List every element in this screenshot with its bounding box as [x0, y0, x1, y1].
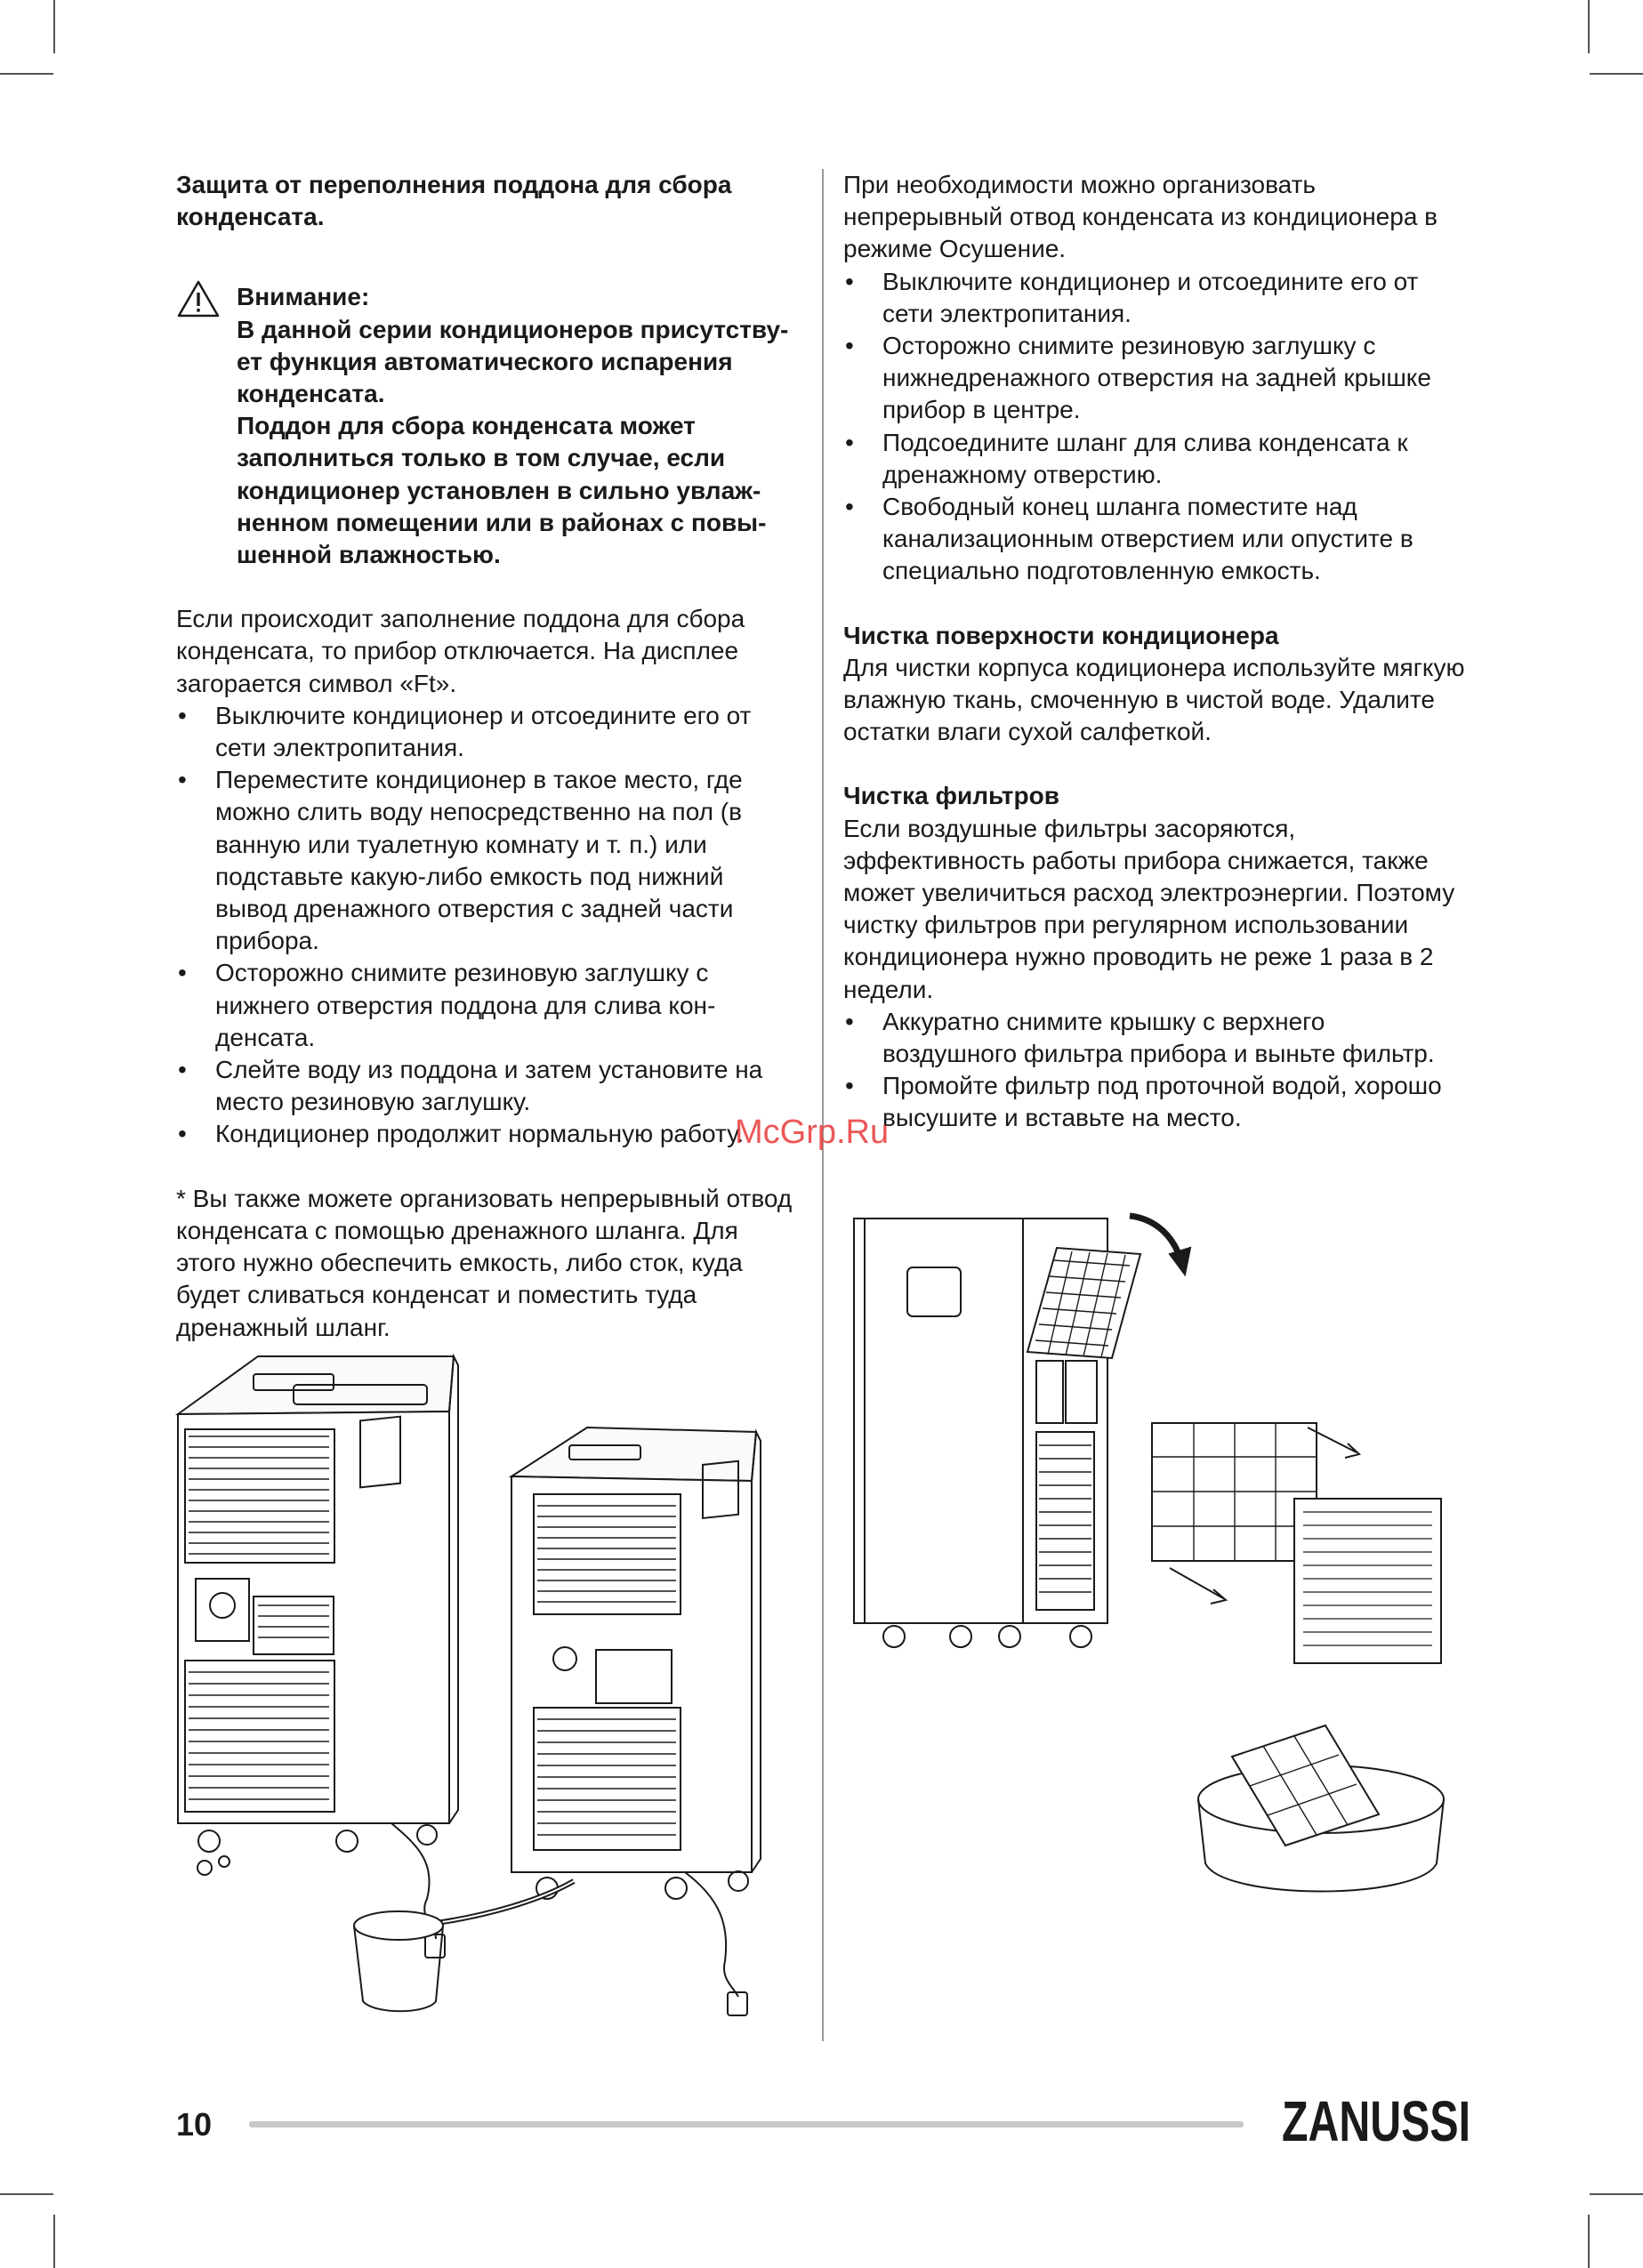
crop-mark [1588, 2215, 1590, 2268]
list-item: • Подсоедините шланг для слива конденсата к дренажному отверстию. [843, 427, 1466, 491]
warning-title: Внимание: [237, 283, 370, 311]
warning-line: Поддон для сбора конденсата может [237, 412, 696, 440]
drain-note: * Вы также можете организовать непрерывный отвод конденсата с помощью дренажного шланга. Для этого нужно обеспечить емкость, либо сток, куда будет сливаться конденсат и поместить туда дренажный шланг. [176, 1184, 793, 1341]
filter-removal-illustration [845, 1205, 1459, 1677]
warning-block [176, 281, 799, 571]
footer-rule [249, 2121, 1244, 2127]
overflow-intro: Если происходит заполнение поддона для сбора конденсата, то прибор отключается. На дисплее загорается символ «Ft». [176, 605, 745, 697]
list-item: • Осторожно снимите резиновую заглушку с нижнедренажного отверстия на задней крышке прибор в центре. [843, 330, 1466, 427]
warning-line: шенной влажностью. [237, 541, 501, 569]
filter-cleaning-heading: Чистка фильтров [843, 782, 1059, 810]
column-divider [822, 169, 824, 2041]
crop-mark [1590, 73, 1643, 75]
filter-cleaning-text: Если воздушные фильтры засоряются, эффективность работы прибора снижается, также может увеличиться расход электроэнергии. Поэтому чистку фильтров при регулярном использовании кондиционера нужно проводить не реже 1 раза в 2 недели. [843, 814, 1455, 1003]
overflow-steps [176, 700, 799, 1151]
surface-cleaning-heading: Чистка поверхности кондиционера [843, 621, 1279, 649]
filter-steps [843, 1006, 1466, 1135]
watermark: McGrp.Ru [735, 1114, 890, 1151]
list-item: • Промойте фильтр под проточной водой, хорошо высушите и вставьте на место. [843, 1070, 1466, 1134]
filter-washing-illustration [1188, 1703, 1454, 1908]
page-number: 10 [176, 2106, 213, 2143]
list-item: • Слейте воду из поддона и затем установите на место резиновую заглушку. [176, 1054, 799, 1118]
warning-line: В данной серии кондиционеров присутству- [237, 315, 789, 343]
continuous-drain-intro: При необходимости можно организовать непрерывный отвод конденсата из кондиционера в режиме Осушение. [843, 171, 1438, 263]
crop-mark [53, 0, 55, 53]
warning-line: кондиционер установлен в сильно увлаж- [237, 476, 761, 504]
list-item: • Свободный конец шланга поместите над канализационным отверстием или опустите в специально подготовленную емкость. [843, 491, 1466, 588]
warning-line: ет функция автоматического испарения [237, 347, 733, 375]
warning-line: конденсата. [237, 380, 385, 408]
list-item: • Переместите кондиционер в такое место, где можно слить воду непосредственно на пол (в ванную или туалетную комнату и т. п.) или подставьте какую-либо емкость под нижний вывод дренажного отверстия с задней части прибора. [176, 764, 799, 957]
crop-mark [0, 2193, 53, 2195]
list-item: • Кондиционер продолжит нормальную работу. [176, 1118, 799, 1150]
overflow-heading: Защита от переполнения поддона для сбора конденсата. [176, 171, 732, 231]
warning-icon [176, 279, 221, 318]
list-item: • Осторожно снимите резиновую заглушку с нижнего отверстия поддона для слива кон-денсата. [176, 957, 799, 1054]
crop-mark [53, 2215, 55, 2268]
crop-mark [1590, 2193, 1643, 2195]
drain-steps [843, 266, 1466, 588]
warning-line: заполниться только в том случае, если [237, 444, 726, 472]
surface-cleaning-text: Для чистки корпуса кодиционера используйте мягкую влажную ткань, смоченную в чистой воде. Удалите остатки влаги сухой салфеткой. [843, 653, 1465, 746]
list-item: • Выключите кондиционер и отсоедините его от сети электропитания. [843, 266, 1466, 330]
crop-mark [0, 73, 53, 75]
zanussi-logo [1281, 2089, 1472, 2153]
left-column [176, 169, 799, 1344]
crop-mark [1588, 0, 1590, 53]
list-item: • Аккуратно снимите крышку с верхнего воздушного фильтра прибора и выньте фильтр. [843, 1006, 1466, 1070]
drain-illustration [169, 1347, 809, 2023]
list-item: • Выключите кондиционер и отсоедините его от сети электропитания. [176, 700, 799, 764]
brand-name: ZANUSSI [1282, 2089, 1470, 2153]
warning-line: ненном помещении или в районах с повы- [237, 508, 767, 536]
right-column [843, 169, 1466, 1135]
